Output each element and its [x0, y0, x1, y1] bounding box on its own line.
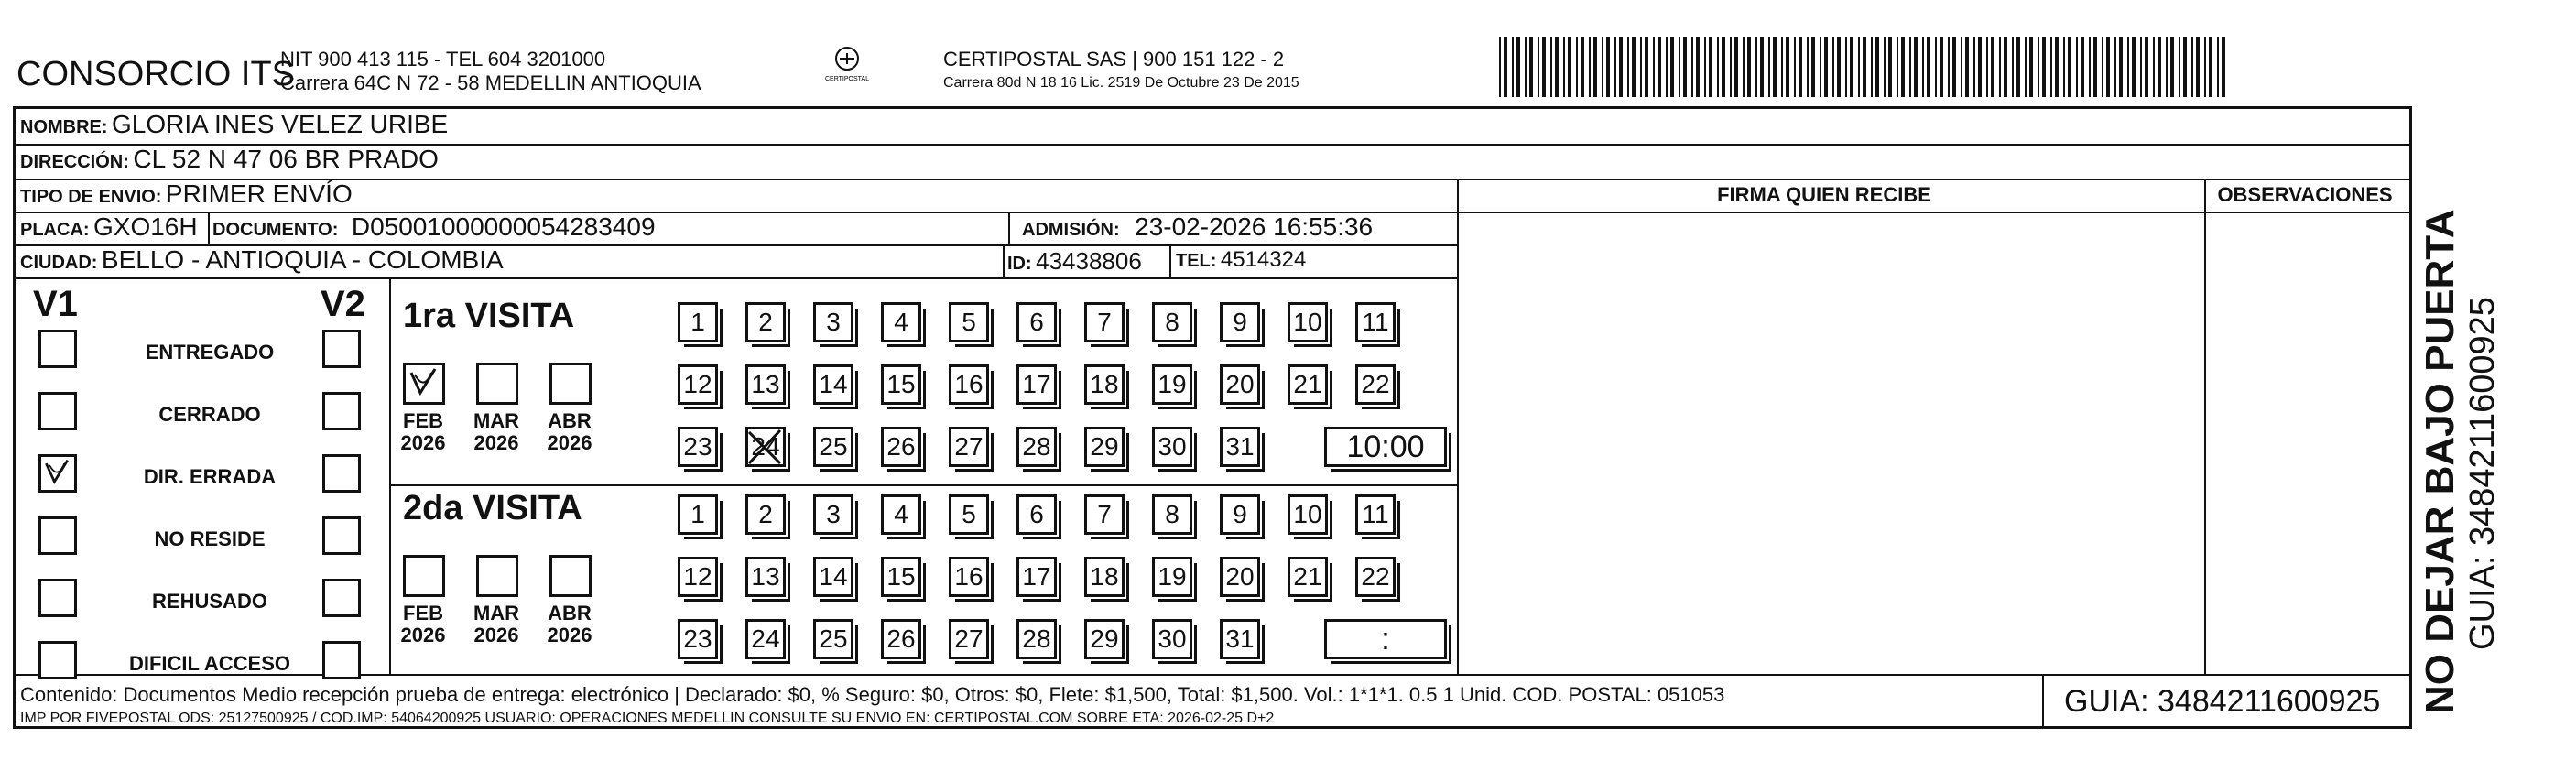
barcode-bar: [1602, 37, 1603, 97]
ciudad-field: [20, 245, 504, 275]
tipo-envio-row: [20, 179, 353, 209]
carrier-info: [943, 48, 1299, 95]
carrier-line: CERTIPOSTAL SAS | 900 151 122 - 2: [943, 48, 1285, 71]
day-box[interactable]: 2: [745, 494, 786, 535]
company-address: Carrera 64C N 72 - 58 MEDELLIN ANTIOQUIA: [280, 71, 701, 94]
barcode-bar: [1538, 37, 1539, 97]
barcode-bar: [2050, 37, 2052, 97]
day-box[interactable]: 25: [813, 619, 853, 659]
barcode-bar: [2179, 37, 2180, 97]
barcode-bar: [1807, 37, 1809, 97]
day-box[interactable]: 3: [813, 302, 853, 342]
barcode-bar: [1504, 37, 1507, 97]
day-box[interactable]: 28: [1016, 427, 1057, 467]
admision-field: [1022, 212, 1373, 242]
barcode-bar: [2209, 37, 2212, 97]
barcode-bar: [1965, 37, 1969, 97]
barcode-bar: [1940, 37, 1943, 97]
barcode-bar: [1581, 37, 1584, 97]
day-box[interactable]: 21: [1288, 364, 1328, 405]
barcode-bar: [2063, 37, 2065, 97]
day-box[interactable]: 13: [745, 557, 786, 597]
tipo-envio-value: PRIMER ENVÍO: [165, 179, 353, 208]
day-box[interactable]: 29: [1084, 427, 1125, 467]
barcode-bar: [2081, 37, 2084, 97]
barcode: [1499, 37, 2225, 97]
barcode-bar: [1653, 37, 1655, 97]
day-box[interactable]: 12: [678, 557, 718, 597]
day-box[interactable]: 27: [949, 427, 989, 467]
day-box[interactable]: 16: [949, 557, 989, 597]
day-box[interactable]: 10: [1288, 302, 1328, 342]
barcode-bar: [1875, 37, 1879, 97]
barcode-bar: [2196, 37, 2200, 97]
barcode-bar: [1909, 37, 1911, 97]
day-box[interactable]: 19: [1152, 364, 1192, 405]
barcode-bar: [2004, 37, 2007, 97]
barcode-bar: [1542, 37, 1546, 97]
barcode-bar: [1563, 37, 1565, 97]
footer-impresion: IMP POR FIVEPOSTAL ODS: 25127500925 / COD.IMP: 54064200925 USUARIO: OPERACIONES MEDELLIN CONSULTE SU ENVIO EN: CERTIPOSTAL.COM SOBRE ETA: 2026-02-25 D+2: [20, 711, 1275, 726]
v1-checkbox[interactable]: [38, 516, 77, 555]
barcode-bar: [1679, 37, 1680, 97]
day-box[interactable]: 24: [745, 427, 786, 467]
barcode-bar: [1670, 37, 1674, 97]
barcode-bar: [2183, 37, 2187, 97]
day-box[interactable]: 4: [881, 302, 921, 342]
month-checkbox[interactable]: [549, 555, 592, 597]
barcode-bar: [1589, 37, 1591, 97]
barcode-bar: [2016, 37, 2020, 97]
barcode-bar: [1773, 37, 1777, 97]
day-box[interactable]: 26: [881, 619, 921, 659]
day-box[interactable]: 6: [1016, 302, 1057, 342]
month-checkbox[interactable]: [476, 555, 518, 597]
documento-value: D05001000000054283409: [351, 212, 656, 241]
barcode-bar: [1794, 37, 1796, 97]
id-label: ID:: [1007, 254, 1032, 274]
month-label: ABR 2026: [547, 602, 592, 646]
barcode-bar: [1568, 37, 1571, 97]
status-label: DIFICIL ACCESO: [128, 652, 290, 675]
barcode-bar: [1845, 37, 1847, 97]
status-label: REHUSADO: [152, 590, 267, 613]
month-label: MAR 2026: [473, 602, 520, 646]
day-box[interactable]: 14: [813, 557, 853, 597]
barcode-bar: [1555, 37, 1559, 97]
barcode-bar: [1722, 37, 1725, 97]
barcode-bar: [1691, 37, 1693, 97]
barcode-bar: [1606, 37, 1610, 97]
logo-text: CERTIPOSTAL: [825, 76, 869, 82]
barcode-bar: [2012, 37, 2014, 97]
side-guia: GUIA: 3484211600925: [2463, 297, 2502, 650]
barcode-bar: [1999, 37, 2001, 97]
nit-line: NIT 900 413 115 - TEL 604 3201000: [280, 48, 606, 71]
tel-value: 4514324: [1220, 247, 1307, 272]
day-box[interactable]: 18: [1084, 557, 1125, 597]
barcode-bar: [1914, 37, 1918, 97]
barcode-bar: [2140, 37, 2142, 97]
v2-checkbox[interactable]: [322, 330, 361, 368]
v1-checkbox[interactable]: [38, 330, 77, 368]
barcode-bar: [2158, 37, 2161, 97]
day-box[interactable]: 8: [1152, 494, 1192, 535]
tipo-envio-label: TIPO DE ENVIO:: [20, 187, 162, 207]
observaciones-header: OBSERVACIONES: [2217, 183, 2393, 206]
day-box[interactable]: 4: [881, 494, 921, 535]
day-box[interactable]: 25: [813, 427, 853, 467]
month-label: FEB 2026: [400, 409, 446, 454]
status-label: ENTREGADO: [145, 341, 275, 364]
barcode-bar: [1614, 37, 1616, 97]
barcode-bar: [2114, 37, 2116, 97]
barcode-bar: [1781, 37, 1783, 97]
day-box[interactable]: 31: [1220, 619, 1260, 659]
barcode-bar: [1786, 37, 1789, 97]
barcode-bar: [1927, 37, 1930, 97]
barcode-bar: [1871, 37, 1873, 97]
direccion-row: [20, 145, 439, 174]
barcode-bar: [2217, 37, 2219, 97]
day-box[interactable]: 1: [678, 494, 718, 535]
barcode-bar: [1811, 37, 1815, 97]
time-box[interactable]: 10:00: [1324, 427, 1447, 467]
barcode-bar: [2089, 37, 2091, 97]
day-box[interactable]: 24: [745, 619, 786, 659]
day-box[interactable]: 5: [949, 494, 989, 535]
direccion-label: DIRECCIÓN:: [20, 152, 129, 172]
day-box[interactable]: 5: [949, 302, 989, 342]
visit2-title: 2da VISITA: [403, 489, 582, 527]
direccion-value: CL 52 N 47 06 BR PRADO: [133, 145, 439, 173]
barcode-bar: [1991, 37, 1994, 97]
barcode-bar: [1952, 37, 1956, 97]
barcode-bar: [1755, 37, 1757, 97]
v2-checkbox[interactable]: [322, 579, 361, 617]
day-box[interactable]: 8: [1152, 302, 1192, 342]
barcode-bar: [1986, 37, 1988, 97]
tel-label: TEL:: [1176, 251, 1217, 271]
barcode-bar: [2029, 37, 2033, 97]
company-info: [280, 48, 701, 95]
barcode-bar: [1922, 37, 1924, 97]
nombre-row: [20, 110, 448, 139]
barcode-bar: [1499, 37, 1501, 97]
barcode-bar: [2068, 37, 2071, 97]
barcode-bar: [2106, 37, 2110, 97]
month-checkbox[interactable]: [403, 363, 445, 405]
barcode-bar: [1760, 37, 1764, 97]
day-box[interactable]: 20: [1220, 557, 1260, 597]
day-box[interactable]: 9: [1220, 302, 1260, 342]
barcode-bar: [1516, 37, 1520, 97]
barcode-bar: [2191, 37, 2193, 97]
barcode-bar: [2204, 37, 2206, 97]
barcode-bar: [1948, 37, 1950, 97]
barcode-bar: [1704, 37, 1706, 97]
day-box[interactable]: 19: [1152, 557, 1192, 597]
ciudad-value: BELLO - ANTIOQUIA - COLOMBIA: [101, 245, 504, 274]
admision-label: ADMISIÓN:: [1022, 220, 1120, 240]
v2-checkbox[interactable]: [322, 454, 361, 493]
documento-label: DOCUMENTO:: [212, 220, 339, 240]
barcode-bar: [1863, 37, 1866, 97]
barcode-bar: [1683, 37, 1687, 97]
barcode-bar: [1901, 37, 1905, 97]
day-box[interactable]: 6: [1016, 494, 1057, 535]
day-box[interactable]: 30: [1152, 427, 1192, 467]
day-box[interactable]: 27: [949, 619, 989, 659]
day-box[interactable]: 3: [813, 494, 853, 535]
barcode-bar: [1640, 37, 1642, 97]
day-box[interactable]: 20: [1220, 364, 1260, 405]
barcode-bar: [1619, 37, 1623, 97]
barcode-bar: [2166, 37, 2168, 97]
barcode-bar: [1576, 37, 1578, 97]
barcode-bar: [2102, 37, 2103, 97]
day-box[interactable]: 26: [881, 427, 921, 467]
barcode-bar: [1888, 37, 1892, 97]
certipostal-logo: [815, 44, 879, 90]
barcode-bar: [1858, 37, 1860, 97]
month-checkbox[interactable]: [403, 555, 445, 597]
barcode-bar: [1743, 37, 1745, 97]
barcode-bar: [2170, 37, 2174, 97]
tel-field: [1176, 247, 1306, 273]
barcode-bar: [1645, 37, 1648, 97]
side-text: [2418, 209, 2502, 714]
day-box[interactable]: 22: [1355, 557, 1396, 597]
barcode-bar: [1961, 37, 1962, 97]
guia-number: GUIA: 3484211600925: [2042, 674, 2412, 729]
barcode-bar: [2076, 37, 2078, 97]
barcode-bar: [1593, 37, 1597, 97]
barcode-bar: [2025, 37, 2027, 97]
day-box[interactable]: 15: [881, 557, 921, 597]
status-label: NO RESIDE: [154, 527, 266, 550]
firma-header: FIRMA QUIEN RECIBE: [1717, 183, 1931, 206]
month-checkbox[interactable]: [476, 363, 518, 405]
nombre-label: NOMBRE:: [20, 117, 108, 137]
day-box[interactable]: 9: [1220, 494, 1260, 535]
documento-field: [212, 212, 656, 242]
barcode-bar: [1820, 37, 1821, 97]
v1-header: V1: [33, 284, 78, 324]
id-value: 43438806: [1036, 247, 1142, 275]
barcode-bar: [1799, 37, 1802, 97]
day-box[interactable]: 12: [678, 364, 718, 405]
day-box[interactable]: 21: [1288, 557, 1328, 597]
placa-field: [20, 212, 198, 242]
barcode-bar: [1850, 37, 1853, 97]
day-box[interactable]: 29: [1084, 619, 1125, 659]
day-box[interactable]: 31: [1220, 427, 1260, 467]
barcode-bar: [2093, 37, 2097, 97]
barcode-bar: [1973, 37, 1975, 97]
v2-checkbox[interactable]: [322, 392, 361, 430]
day-box[interactable]: 17: [1016, 364, 1057, 405]
v1-checkbox[interactable]: [38, 392, 77, 430]
time-box[interactable]: :: [1324, 619, 1447, 659]
v2-checkbox[interactable]: [322, 516, 361, 555]
barcode-bar: [2042, 37, 2046, 97]
barcode-bar: [2055, 37, 2059, 97]
barcode-bar: [1632, 37, 1636, 97]
day-box[interactable]: 14: [813, 364, 853, 405]
day-box[interactable]: 16: [949, 364, 989, 405]
barcode-bar: [1884, 37, 1886, 97]
barcode-bar: [1717, 37, 1719, 97]
barcode-bar: [1709, 37, 1712, 97]
day-box[interactable]: 7: [1084, 302, 1125, 342]
barcode-bar: [2145, 37, 2148, 97]
barcode-bar: [1747, 37, 1751, 97]
barcode-bar: [1824, 37, 1828, 97]
barcode-bar: [2153, 37, 2155, 97]
day-box[interactable]: 11: [1355, 302, 1396, 342]
no-dejar-warning: NO DEJAR BAJO PUERTA: [2418, 209, 2462, 714]
v2-checkbox[interactable]: [322, 641, 361, 679]
footer-contenido: Contenido: Documentos Medio recepción prueba de entrega: electrónico | Declarado: $0, % Seguro: $0, Otros: $0, Flete: $1,500, Total: $1,500. Vol.: 1*1*1. 0.5 1 Unid. COD. POSTAL: 051053: [20, 683, 1725, 706]
ciudad-label: CIUDAD:: [20, 253, 98, 273]
barcode-bar: [1658, 37, 1661, 97]
month-label: FEB 2026: [400, 602, 446, 646]
month-label: MAR 2026: [473, 409, 520, 454]
day-box[interactable]: 30: [1152, 619, 1192, 659]
month-checkbox[interactable]: [549, 363, 592, 405]
id-field: [1007, 247, 1142, 276]
barcode-bar: [1978, 37, 1982, 97]
barcode-bar: [1666, 37, 1668, 97]
visit1-title: 1ra VISITA: [403, 297, 575, 335]
day-box[interactable]: 11: [1355, 494, 1396, 535]
day-box[interactable]: 22: [1355, 364, 1396, 405]
barcode-bar: [1627, 37, 1629, 97]
day-box[interactable]: 10: [1288, 494, 1328, 535]
month-label: ABR 2026: [547, 409, 592, 454]
barcode-bar: [1529, 37, 1533, 97]
placa-label: PLACA:: [20, 220, 90, 240]
barcode-bar: [2038, 37, 2039, 97]
v1-checkbox[interactable]: [38, 641, 77, 679]
barcode-bar: [1832, 37, 1834, 97]
v1-checkbox[interactable]: [38, 579, 77, 617]
day-box[interactable]: 7: [1084, 494, 1125, 535]
barcode-bar: [1897, 37, 1898, 97]
barcode-bar: [1935, 37, 1937, 97]
day-box[interactable]: 17: [1016, 557, 1057, 597]
barcode-bar: [2222, 37, 2225, 97]
day-box[interactable]: 1: [678, 302, 718, 342]
day-box[interactable]: 18: [1084, 364, 1125, 405]
day-box[interactable]: 2: [745, 302, 786, 342]
admision-value: 23-02-2026 16:55:36: [1135, 212, 1374, 241]
barcode-bar: [1696, 37, 1700, 97]
barcode-bar: [1734, 37, 1738, 97]
day-box[interactable]: 23: [678, 619, 718, 659]
carrier-address: Carrera 80d N 18 16 Lic. 2519 De Octubre 23 De 2015: [943, 75, 1299, 91]
barcode-bar: [1730, 37, 1732, 97]
placa-value: GXO16H: [93, 212, 198, 241]
day-box[interactable]: 23: [678, 427, 718, 467]
v2-header: V2: [321, 284, 365, 324]
barcode-bar: [1768, 37, 1770, 97]
barcode-bar: [2127, 37, 2129, 97]
barcode-bar: [1512, 37, 1514, 97]
day-box[interactable]: 13: [745, 364, 786, 405]
day-box[interactable]: 28: [1016, 619, 1057, 659]
barcode-bar: [1837, 37, 1841, 97]
day-box[interactable]: 15: [881, 364, 921, 405]
nombre-value: GLORIA INES VELEZ URIBE: [112, 110, 449, 138]
v1-checkbox[interactable]: [38, 454, 77, 493]
barcode-bar: [1525, 37, 1527, 97]
barcode-bar: [2119, 37, 2123, 97]
barcode-bar: [2132, 37, 2136, 97]
status-label: DIR. ERRADA: [143, 465, 277, 488]
company-name: CONSORCIO ITS: [16, 55, 296, 93]
barcode-bar: [1550, 37, 1552, 97]
status-label: CERRADO: [158, 403, 261, 426]
